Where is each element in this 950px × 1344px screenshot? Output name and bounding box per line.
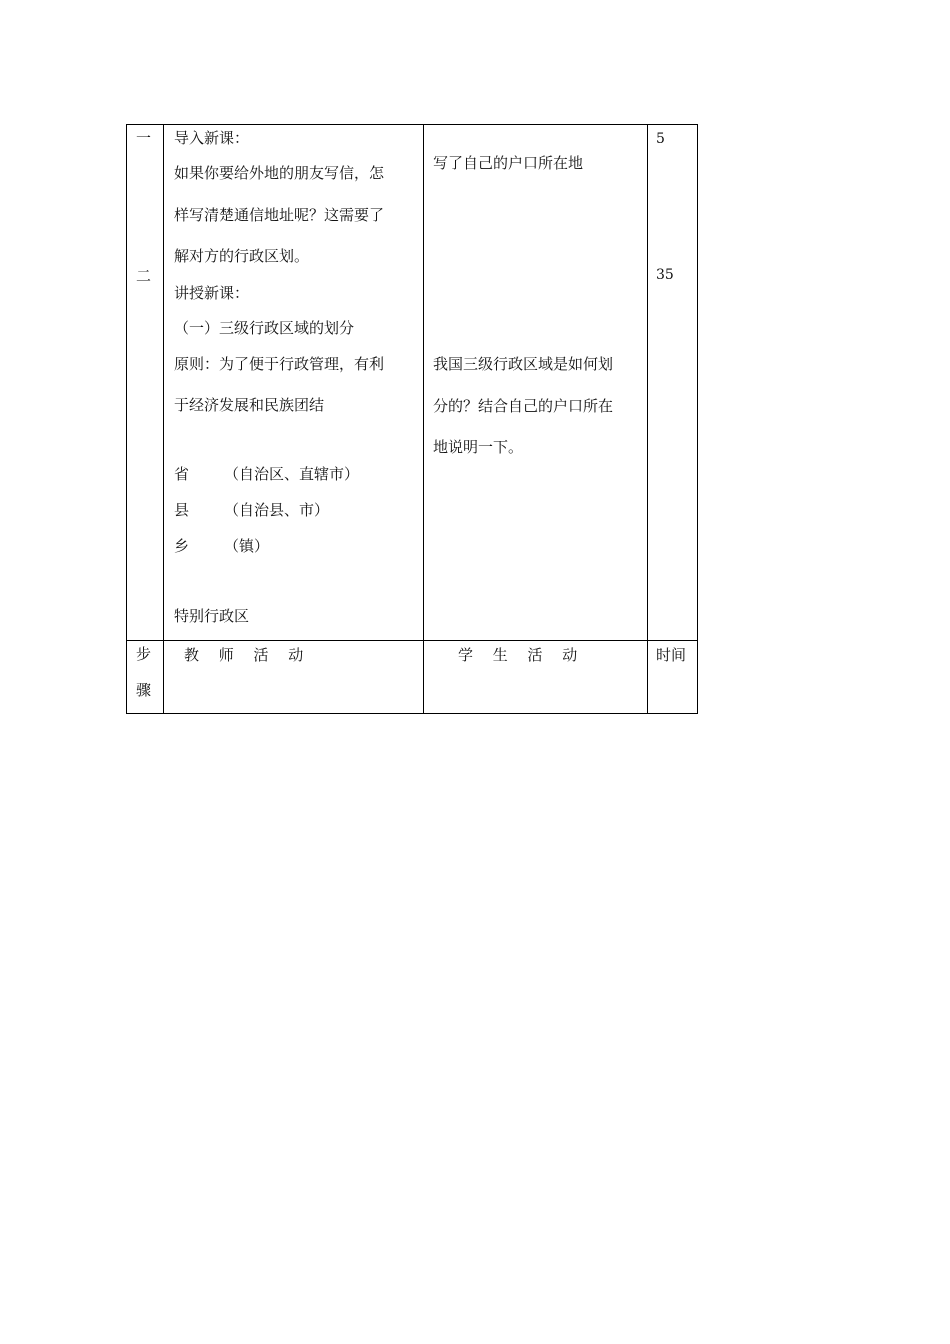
time-header: 时间 — [656, 646, 687, 664]
student-question-line: 地说明一下。 — [433, 438, 524, 456]
intro-text-line: 如果你要给外地的朋友写信，怎 — [174, 164, 385, 182]
step-one: 一 — [136, 129, 152, 147]
level-province: 省 — [174, 465, 190, 483]
intro-text-line: 解对方的行政区划。 — [174, 247, 310, 265]
principle-line: 原则：为了便于行政管理，有利 — [174, 355, 385, 373]
special-region: 特别行政区 — [174, 607, 250, 625]
time-one: 5 — [656, 131, 665, 147]
time-two: 35 — [656, 267, 674, 283]
level-county: 县 — [174, 501, 190, 519]
student-answer: 写了自己的户口所在地 — [433, 154, 584, 172]
intro-heading: 导入新课： — [174, 129, 250, 147]
level-township: 乡 — [174, 537, 190, 555]
step-label: 步 — [136, 645, 152, 663]
section-title: （一）三级行政区域的划分 — [174, 319, 355, 337]
level-township-note: （镇） — [224, 537, 270, 555]
intro-text-line: 样写清楚通信地址呢？这需要了 — [174, 206, 385, 224]
student-question-line: 分的？结合自己的户口所在 — [433, 397, 614, 415]
step-two: 二 — [136, 267, 152, 285]
lesson-plan-table — [126, 124, 698, 714]
principle-line: 于经济发展和民族团结 — [174, 396, 325, 414]
level-province-note: （自治区、直辖市） — [224, 465, 360, 483]
teacher-activity-header: 教 师 活 动 — [184, 646, 304, 664]
column-divider — [647, 125, 648, 713]
column-divider — [163, 125, 164, 713]
student-question-line: 我国三级行政区域是如何划 — [433, 355, 614, 373]
level-county-note: （自治县、市） — [224, 501, 330, 519]
row-divider — [127, 640, 697, 641]
column-divider — [423, 125, 424, 713]
student-activity-header: 学 生 活 动 — [458, 646, 578, 664]
step-label: 骤 — [136, 681, 152, 699]
lecture-heading: 讲授新课： — [174, 284, 250, 302]
